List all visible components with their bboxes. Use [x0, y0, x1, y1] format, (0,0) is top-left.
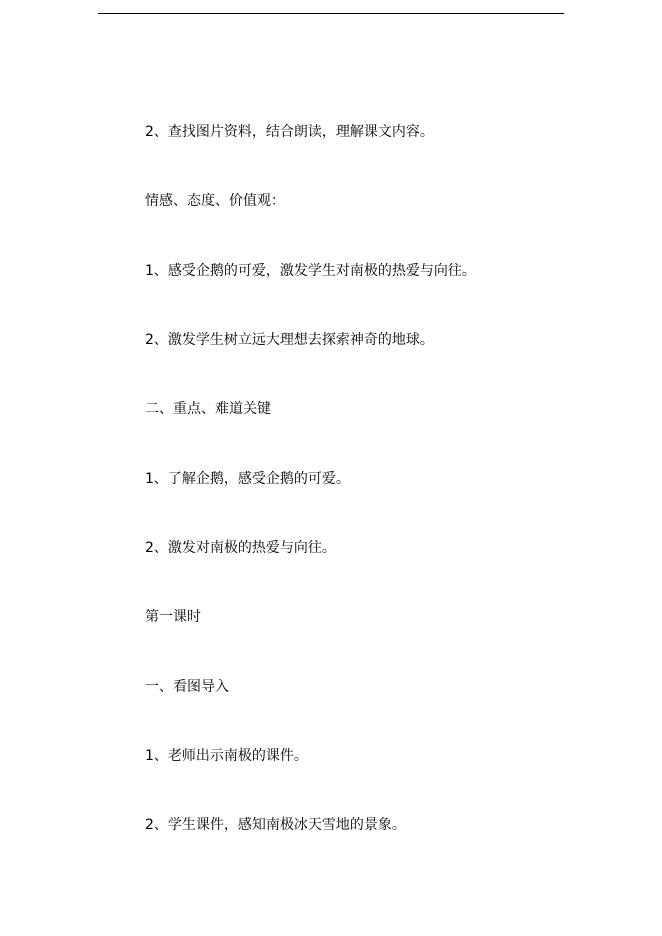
section-heading: 一、看图导入 — [145, 679, 229, 695]
text-line: 1、了解企鹅，感受企鹅的可爱。 — [145, 471, 350, 487]
section-heading: 二、重点、难道关键 — [145, 401, 271, 417]
text-line: 2、学生课件，感知南极冰天雪地的景象。 — [145, 817, 406, 833]
text-line: 1、感受企鹅的可爱，激发学生对南极的热爱与向往。 — [145, 263, 476, 279]
text-line: 2、激发学生树立远大理想去探索神奇的地球。 — [145, 332, 434, 348]
text-line: 2、查找图片资料，结合朗读，理解课文内容。 — [145, 124, 434, 140]
text-line: 1、老师出示南极的课件。 — [145, 748, 308, 764]
text-line: 情感、态度、价值观： — [145, 193, 285, 209]
header-rule — [98, 13, 564, 14]
lesson-title: 第一课时 — [145, 609, 201, 625]
text-line: 2、激发对南极的热爱与向往。 — [145, 540, 336, 556]
